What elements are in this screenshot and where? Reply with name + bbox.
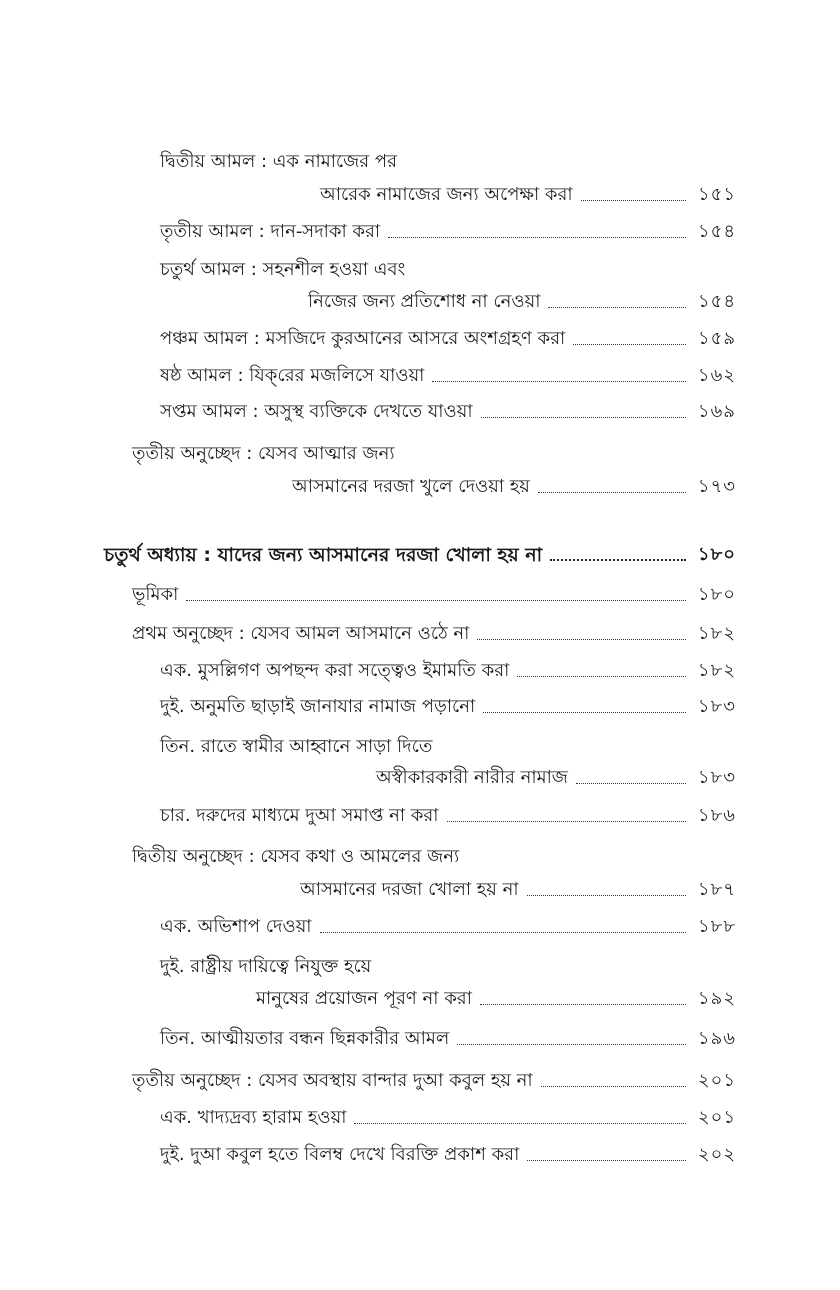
page-number: ১৮৩ xyxy=(697,696,736,717)
toc-entry-title: মানুষের প্রয়োজন পূরণ না করা xyxy=(256,988,472,1009)
toc-entry xyxy=(132,619,736,649)
dot-leader xyxy=(573,344,686,345)
toc-entry-title: দুই. দুআ কবুল হতে বিলম্ব দেখে বিরক্তি প্রকাশ করা xyxy=(160,1144,520,1165)
dot-leader xyxy=(457,1044,686,1045)
dot-leader xyxy=(481,417,686,418)
toc-entry-title: দুই. অনুমতি ছাড়াই জানাযার নামাজ পড়ানো xyxy=(160,696,476,717)
toc-entry-title: পঞ্চম আমল : মসজিদে কুরআনের আসরে অংশগ্রহণ করা xyxy=(160,328,566,349)
page-number: ১৫৯ xyxy=(697,328,736,349)
page-number: ১৫৪ xyxy=(697,291,736,312)
toc-entry-title: তিন. আত্মীয়তার বন্ধন ছিন্নকারীর আমল xyxy=(160,1028,450,1049)
toc-entry-line xyxy=(160,255,405,285)
toc-entry-title: সপ্তম আমল : অসুস্থ ব্যক্তিকে দেখতে যাওয়া xyxy=(160,401,473,422)
toc-entry-title: তৃতীয় অনুচ্ছেদ : যেসব অবস্থায় বান্দার দুআ কবুল হয় না xyxy=(132,1070,533,1091)
page-number: ১৮৮ xyxy=(697,916,736,937)
dot-leader xyxy=(477,639,686,640)
page-number: ১৮৭ xyxy=(697,879,736,900)
chapter-title: চতুর্থ অধ্যায় : যাদের জন্য আসমানের দরজা খোলা হয় না xyxy=(104,544,543,566)
toc-entry-title: আসমানের দরজা খুলে দেওয়া হয় xyxy=(292,476,530,497)
toc-entry-line xyxy=(160,732,432,762)
page-number: ১৮২ xyxy=(697,623,736,644)
toc-entry xyxy=(160,801,736,831)
toc-entry xyxy=(160,656,736,686)
page-number: ১৮৬ xyxy=(697,805,736,826)
toc-entry xyxy=(160,361,736,391)
toc-entry-line xyxy=(160,952,371,982)
page-number: ১৮০ xyxy=(697,544,736,565)
dot-leader xyxy=(576,783,686,784)
page-number: ১৬২ xyxy=(697,365,736,386)
dot-leader xyxy=(320,932,686,933)
toc-entry xyxy=(160,912,736,942)
toc-entry xyxy=(132,1066,736,1096)
toc-entry-title: তৃতীয় অনুচ্ছেদ : যেসব আত্মার জন্য xyxy=(132,443,395,464)
toc-entry-title: দ্বিতীয় অনুচ্ছেদ : যেসব কথা ও আমলের জন্য xyxy=(132,846,460,867)
toc-entry xyxy=(320,180,736,210)
dot-leader xyxy=(581,200,686,201)
page-number: ১৮৩ xyxy=(697,767,736,788)
dot-leader xyxy=(527,895,686,896)
toc-entry-title: দ্বিতীয় আমল : এক নামাজের পর xyxy=(160,151,398,172)
toc-entry-title: আরেক নামাজের জন্য অপেক্ষা করা xyxy=(320,184,573,205)
toc-entry xyxy=(160,324,736,354)
dot-leader xyxy=(388,237,686,238)
page-number: ১৮০ xyxy=(697,584,736,605)
page-number: ১৫৪ xyxy=(697,221,736,242)
dot-leader xyxy=(480,1004,686,1005)
page-number: ২০১ xyxy=(697,1070,736,1091)
dot-leader xyxy=(483,712,686,713)
toc-entry-title: ষষ্ঠ আমল : যিক্‌রের মজলিসে যাওয়া xyxy=(160,365,425,386)
toc-entry xyxy=(160,1024,736,1054)
toc-entry-title: এক. অভিশাপ দেওয়া xyxy=(160,916,312,937)
toc-entry-title: তৃতীয় আমল : দান-সদাকা করা xyxy=(160,221,381,242)
toc-entry xyxy=(292,472,736,502)
dot-leader xyxy=(447,821,686,822)
dot-leader xyxy=(527,1160,686,1161)
toc-entry xyxy=(132,580,736,610)
toc-entry-line xyxy=(132,439,395,469)
toc-entry xyxy=(256,984,736,1014)
toc-entry-title: নিজের জন্য প্রতিশোধ না নেওয়া xyxy=(308,291,541,312)
toc-entry-title: প্রথম অনুচ্ছেদ : যেসব আমল আসমানে ওঠে না xyxy=(132,623,470,644)
chapter-heading xyxy=(104,540,736,570)
dot-leader xyxy=(541,1086,686,1087)
toc-entry xyxy=(300,875,736,905)
toc-entry-title: এক. মুসল্লিগণ অপছন্দ করা সত্ত্বেও ইমামতি করা xyxy=(160,660,510,681)
toc-entry xyxy=(160,1140,736,1170)
toc-entry xyxy=(160,397,736,427)
dot-leader xyxy=(354,1123,686,1124)
page-number: ১৫১ xyxy=(697,184,736,205)
dot-leader xyxy=(432,381,686,382)
dot-leader xyxy=(538,492,686,493)
toc-entry-title: চতুর্থ আমল : সহনশীল হওয়া এবং xyxy=(160,259,406,280)
toc-entry xyxy=(308,287,736,317)
dot-leader xyxy=(548,307,686,308)
toc-entry xyxy=(376,763,736,793)
page-number: ১৬৯ xyxy=(697,401,736,422)
toc-entry-line xyxy=(132,842,459,872)
page-number: ১৭৩ xyxy=(697,476,736,497)
page-number: ১৯৬ xyxy=(697,1028,736,1049)
toc-entry-title: অস্বীকারকারী নারীর নামাজ xyxy=(376,767,568,788)
dot-leader xyxy=(517,676,686,677)
toc-entry-title: আসমানের দরজা খোলা হয় না xyxy=(300,879,519,900)
page-number: ১৯২ xyxy=(697,988,736,1009)
toc-entry-title: ভূমিকা xyxy=(132,584,179,605)
dot-leader xyxy=(186,600,686,601)
toc-entry-title: এক. খাদ্যদ্রব্য হারাম হওয়া xyxy=(160,1107,347,1128)
toc-entry-line xyxy=(160,147,397,177)
toc-entry xyxy=(160,1103,736,1133)
toc-entry-title: দুই. রাষ্ট্রীয় দায়িত্বে নিযুক্ত হয়ে xyxy=(160,956,372,977)
page-number: ১৮২ xyxy=(697,660,736,681)
toc-entry xyxy=(160,217,736,247)
toc-entry xyxy=(160,692,736,722)
dot-leader xyxy=(550,559,686,561)
page-number: ২০২ xyxy=(697,1144,736,1165)
toc-entry-title: তিন. রাতে স্বামীর আহ্বানে সাড়া দিতে xyxy=(160,736,433,757)
page-number: ২০১ xyxy=(697,1107,736,1128)
toc-entry-title: চার. দরুদের মাধ্যমে দুআ সমাপ্ত না করা xyxy=(160,805,439,826)
